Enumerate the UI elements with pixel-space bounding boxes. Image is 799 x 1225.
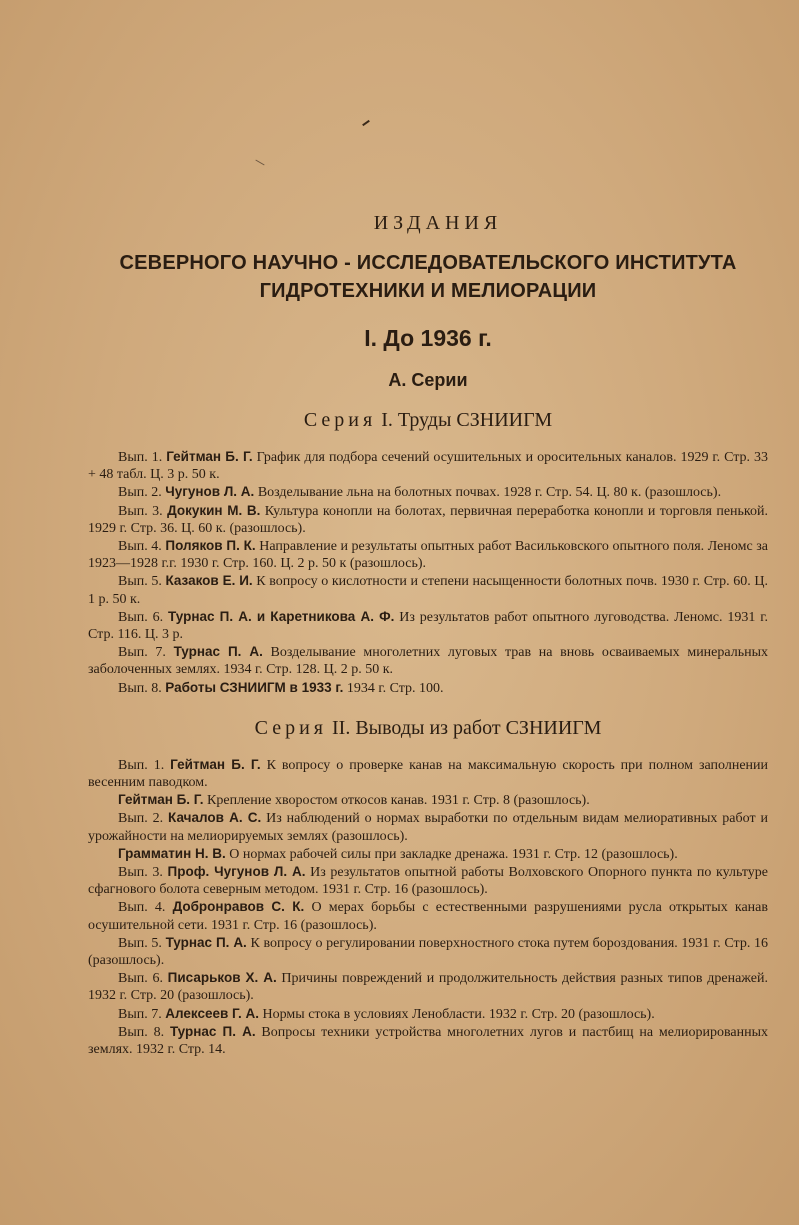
list-item <box>88 608 768 643</box>
entry-author: Турнас П. А. и Каретникова А. Ф. <box>168 608 395 624</box>
entry-text: Крепление хворостом откосов канав. 1931 г. Стр. 8 (разошлось). <box>203 793 590 809</box>
list-item <box>88 643 768 678</box>
heading-izdaniya: ИЗДАНИЯ <box>373 212 503 234</box>
entry-author: Грамматин Н. В. <box>118 845 226 861</box>
entry-author: Чугунов Л. А. <box>165 484 255 500</box>
entry-author: Добронравов С. К. <box>172 899 305 915</box>
entry-text: К вопросу о проверке канав на максимальную скорость при полном заполнении весенним паводком. <box>88 757 769 791</box>
list-item <box>88 1023 768 1058</box>
series1-title: Труды СЗНИИГМ <box>397 409 553 431</box>
entry-issue: Вып. 1. <box>118 450 167 465</box>
list-item <box>88 845 768 863</box>
series1-heading <box>88 409 768 432</box>
series1-numeral: I. <box>381 409 393 431</box>
entry-text: О нормах рабочей силы при закладке дренажа. 1931 г. Стр. 12 (разошлось). <box>225 846 678 862</box>
series1-entries <box>88 448 768 697</box>
entry-text: Вопросы техники устройства многолетних лугов и пастбищ на мелиорированных землях. 1932 г. Стр. 14. <box>88 1024 768 1058</box>
list-item <box>88 898 768 933</box>
entry-text: График для подбора сечений осушительных и оросительных каналов. 1929 г. Стр. 33 + 48 табл. Ц. 3 р. 50 к. <box>88 450 768 483</box>
heading-section: А. Серии <box>388 370 468 390</box>
list-item <box>88 483 768 501</box>
entry-author: Алексеев Г. А. <box>165 1005 260 1021</box>
list-item <box>88 1005 768 1023</box>
list-item <box>88 502 768 537</box>
entry-text: 1934 г. Стр. 100. <box>343 680 444 696</box>
entry-text: К вопросу о регулировании поверхностного стока путем бороздования. 1931 г. Стр. 16 (разошлось). <box>88 935 769 969</box>
entry-issue: Вып. 4. <box>118 900 173 916</box>
entry-author: Качалов А. С. <box>168 810 262 826</box>
entry-text: К вопросу о кислотности и степени насыщенности болотных почв. 1930 г. Стр. 60. Ц. 1 р. 50 к. <box>88 574 768 607</box>
entry-text: Возделывание многолетних луговых трав на вновь осваиваемых минеральных заболоченных землях. 1934 г. Стр. 128. Ц. 2 р. 50 к. <box>88 645 768 678</box>
entry-issue: Вып. 2. <box>118 811 169 827</box>
entry-author: Турнас П. А. <box>169 1023 256 1039</box>
entry-issue: Вып. 5. <box>118 935 166 951</box>
entry-text: Причины повреждений и продолжительность действия разных типов дренажей. 1932 г. Стр. 20 (разошлось). <box>88 971 768 1004</box>
entry-issue: Вып. 6. <box>118 609 169 625</box>
list-item <box>88 863 768 898</box>
list-item <box>88 572 768 607</box>
series2-prefix: Серия <box>254 716 327 739</box>
entry-text: Возделывание льна на болотных почвах. 1928 г. Стр. 54. Ц. 80 к. (разошлось). <box>254 485 722 501</box>
list-item <box>88 679 768 697</box>
list-item <box>88 934 768 969</box>
entry-issue: Вып. 3. <box>118 865 168 881</box>
entry-text: Направление и результаты опытных работ Васильковского опытного поля. Леномс за 1923—1928 г.г. 1930 г. Стр. 160. Ц. 2 р. 50 к (разошлось). <box>88 539 768 572</box>
entry-text: Нормы стока в условиях Ленобласти. 1932 г. Стр. 20 (разошлось). <box>259 1006 655 1022</box>
entry-author: Гейтман Б. Г. <box>166 449 253 464</box>
heading-institute-line2: ГИДРОТЕХНИКИ И МЕЛИОРАЦИИ <box>259 280 597 302</box>
entry-author: Турнас П. А. <box>165 934 247 950</box>
pencil-mark <box>362 120 370 126</box>
pencil-mark-small <box>255 160 264 166</box>
entry-issue: Вып. 8. <box>118 680 166 696</box>
entry-author: Работы СЗНИИГМ в 1933 г. <box>165 679 344 695</box>
list-item <box>88 537 768 572</box>
series2-numeral: II. <box>332 716 351 739</box>
entry-issue: Вып. 1. <box>118 757 171 773</box>
entry-author: Докукин М. В. <box>167 502 261 518</box>
entry-issue: Вып. 2. <box>118 485 166 501</box>
entry-text: Культура конопли на болотах, первичная переработка конопли и торговля пенькой. 1929 г. Стр. 36. Ц. 60 к. (разошлось). <box>88 503 768 536</box>
list-item <box>88 809 768 844</box>
entry-issue: Вып. 3. <box>118 503 168 519</box>
list-item <box>88 448 768 483</box>
list-item <box>88 791 768 809</box>
entry-issue: Вып. 7. <box>118 1006 166 1022</box>
list-item <box>88 969 768 1004</box>
list-item <box>88 756 768 791</box>
entry-text: Из результатов опытной работы Волховского Опорного пункта по культуре сфагнового болота северным методом. 1931 г. Стр. 16 (разошлось). <box>88 865 768 898</box>
entry-author: Поляков П. К. <box>165 538 256 554</box>
entry-text: Из наблюдений о нормах выработки по отдельным видам мелиоративных работ и урожайности на мелиорируемых землях (разошлось). <box>88 811 768 844</box>
entry-author: Проф. Чугунов Л. А. <box>167 864 306 880</box>
entry-issue: Вып. 5. <box>118 574 166 590</box>
entry-author: Гейтман Б. Г. <box>118 792 204 808</box>
entry-author: Писарьков Х. А. <box>167 970 277 986</box>
heading-institute-line1: СЕВЕРНОГО НАУЧНО - ИССЛЕДОВАТЕЛЬСКОГО ИНСТИТУТА <box>119 252 737 274</box>
entry-author: Казаков Е. И. <box>165 573 253 589</box>
series2-title: Выводы из работ СЗНИИГМ <box>355 716 602 739</box>
entry-text: О мерах борьбы с естественными разрушениями русла открытых канав осушительной сети. 1931 г. Стр. 16 (разошлось). <box>88 900 768 933</box>
series1-prefix: Серия <box>303 409 377 431</box>
entry-issue: Вып. 6. <box>118 971 168 987</box>
heading-period: I. До 1936 г. <box>364 325 492 351</box>
entry-author: Гейтман Б. Г. <box>170 756 261 772</box>
entry-author: Турнас П. А. <box>173 644 263 660</box>
series2-heading <box>88 717 768 740</box>
entry-issue: Вып. 8. <box>118 1024 170 1040</box>
series2-entries <box>88 756 768 1058</box>
entry-text: Из результатов работ опытного луговодства. Леномс. 1931 г. Стр. 116. Ц. 3 р. <box>88 609 768 643</box>
entry-issue: Вып. 4. <box>118 539 166 555</box>
entry-issue: Вып. 7. <box>118 645 174 661</box>
document-page <box>88 212 768 1058</box>
